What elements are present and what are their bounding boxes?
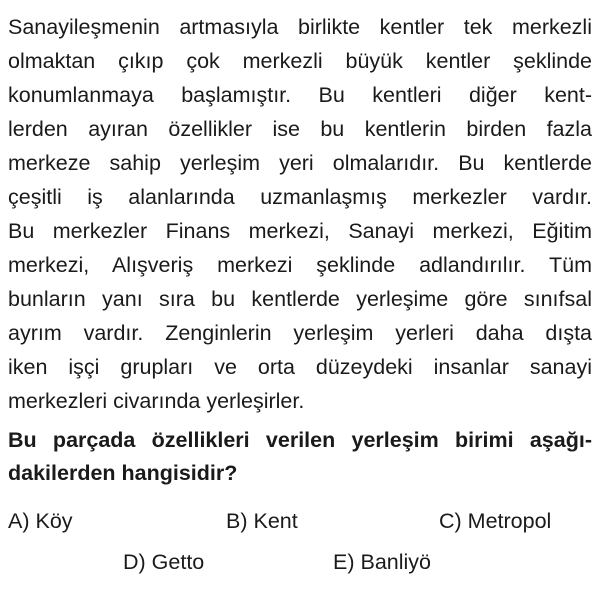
passage-line: konumlanmaya başlamıştır. Bu kentleri diğer kent-: [8, 83, 592, 107]
question-line: Bu parçada özellikleri verilen yerleşim birimi aşağı-: [8, 428, 592, 452]
passage-line: bunların yanı sıra bu kentlerde yerleşime göre sınıfsal: [8, 287, 592, 311]
passage-line: merkezleri civarında yerleşirler.: [8, 389, 305, 413]
passage-line: çeşitli iş alanlarında uzmanlaşmış merkezler vardır.: [8, 185, 592, 209]
passage-line: merkezi, Alışveriş merkezi şeklinde adlandırılır. Tüm: [8, 253, 592, 277]
question-line: dakilerden hangisidir?: [8, 461, 238, 485]
question-stem: [8, 424, 592, 490]
passage-line: olmaktan çıkıp çok merkezli büyük kentler şeklinde: [8, 49, 592, 73]
passage-line: Bu merkezler Finans merkezi, Sanayi merkezi, Eğitim: [8, 219, 592, 243]
option-e[interactable]: E) Banliyö: [333, 550, 431, 574]
passage-line: ayrım vardır. Zenginlerin yerleşim yerleri daha dışta: [8, 321, 592, 345]
option-a[interactable]: A) Köy: [8, 509, 73, 533]
option-b[interactable]: B) Kent: [226, 509, 298, 533]
passage-line: lerden ayıran özellikler ise bu kentlerin birden fazla: [8, 117, 592, 141]
passage-line: iken işçi grupları ve orta düzeydeki insanlar sanayi: [8, 355, 592, 379]
passage-line: Sanayileşmenin artmasıyla birlikte kentler tek merkezli: [8, 15, 592, 39]
option-c[interactable]: C) Metropol: [439, 509, 552, 533]
option-d[interactable]: D) Getto: [123, 550, 205, 574]
passage-line: merkeze sahip yerleşim yeri olmalarıdır. Bu kentlerde: [8, 151, 592, 175]
passage-text: [8, 10, 592, 418]
